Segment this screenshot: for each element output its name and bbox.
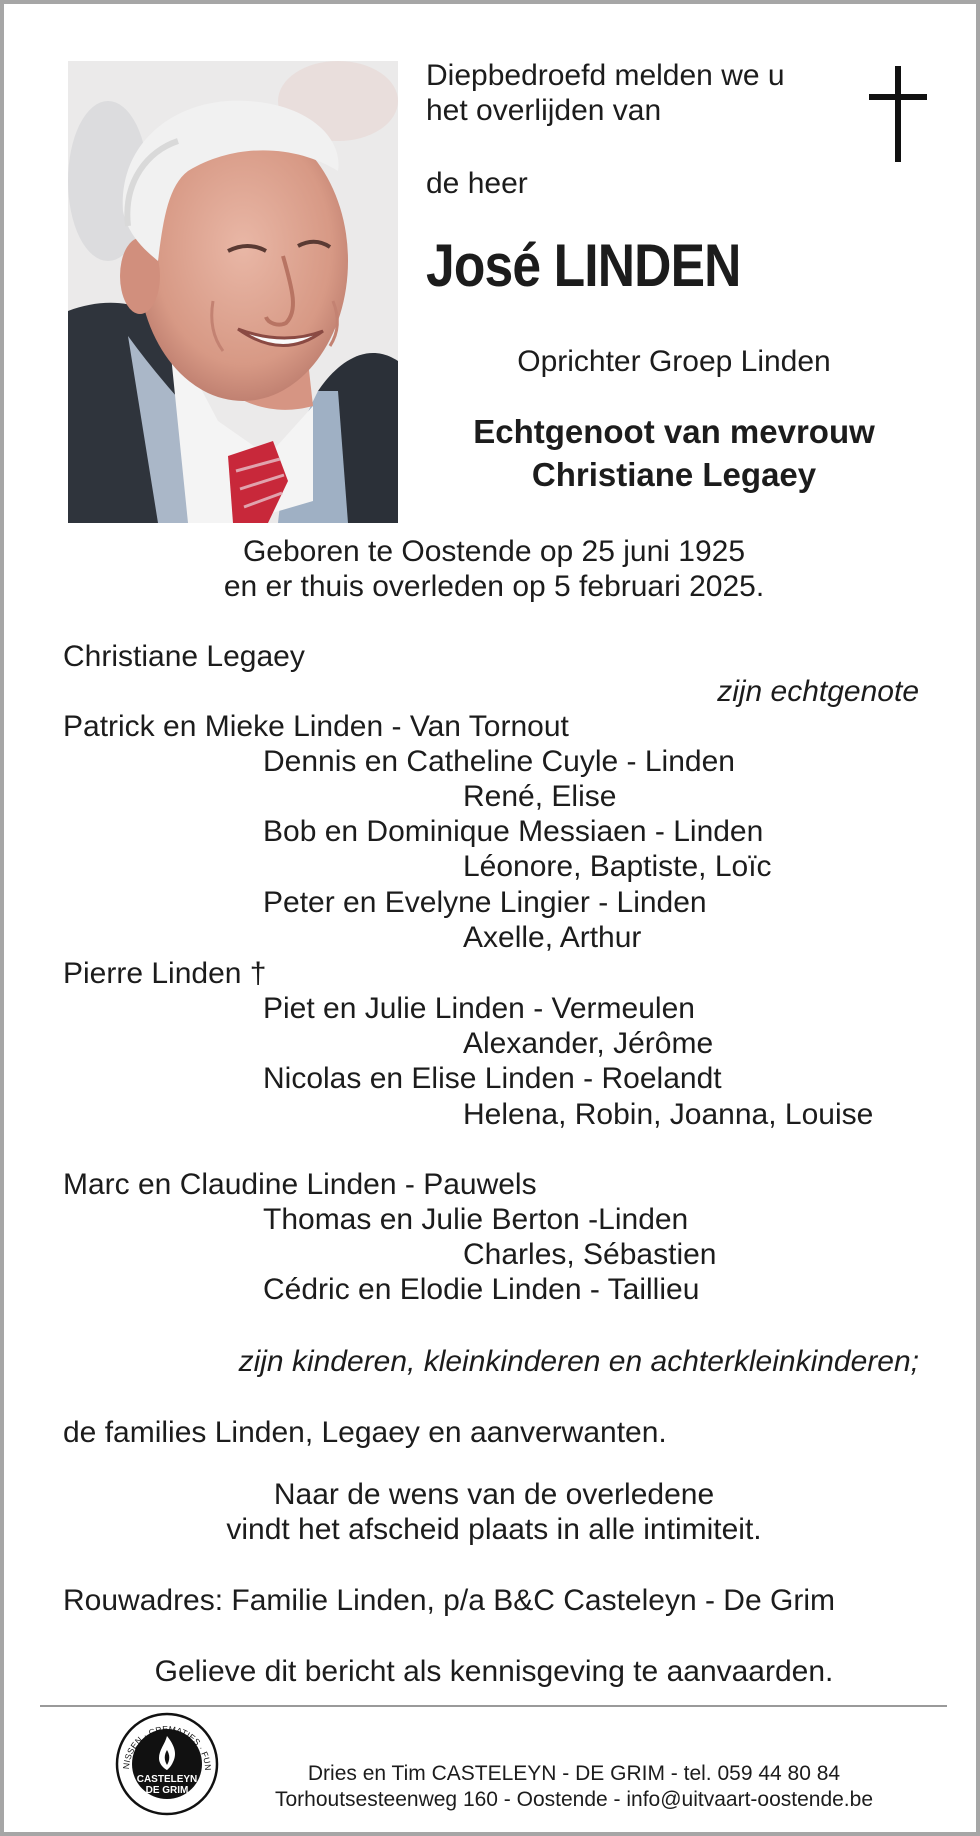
footer-line-2: Torhoutsesteenweg 160 - Oostende - info@uitvaart-oostende.be: [274, 1788, 874, 1811]
spouse-line-1: Echtgenoot van mevrouw: [473, 413, 875, 450]
family-line: Dennis en Catheline Cuyle - Linden: [263, 745, 735, 778]
family-line: Bob en Dominique Messiaen - Linden: [263, 815, 764, 848]
family-line: Nicolas en Elise Linden - Roelandt: [263, 1062, 722, 1095]
birth-line-1: Geboren te Oostende op 25 juni 1925: [242, 535, 746, 568]
portrait-photo: [68, 61, 398, 523]
mourning-address: Rouwadres: Familie Linden, p/a B&C Casteleyn - De Grim: [63, 1584, 835, 1617]
divider: [40, 1705, 947, 1707]
family-line: René, Elise: [463, 780, 617, 813]
family-line: Léonore, Baptiste, Loïc: [463, 850, 772, 883]
spouse-name: Christiane Legaey: [63, 640, 305, 673]
spouse-role: zijn echtgenote: [717, 675, 919, 708]
family-line: Patrick en Mieke Linden - Van Tornout: [63, 710, 569, 743]
families-line: de families Linden, Legaey en aanverwanten.: [63, 1416, 667, 1449]
family-line: Helena, Robin, Joanna, Louise: [463, 1098, 874, 1131]
family-line: Marc en Claudine Linden - Pauwels: [63, 1168, 537, 1201]
family-line: Peter en Evelyne Lingier - Linden: [263, 886, 707, 919]
portrait-image: [68, 61, 398, 523]
logo-name-line-1: CASTELEYN: [136, 1774, 198, 1785]
logo-arc-text: NISSEN · CREMATIES · FUN: [120, 1723, 214, 1771]
wish-line-1: Naar de wens van de overledene: [273, 1478, 715, 1511]
intro-line-1: Diepbedroefd melden we u: [426, 59, 785, 92]
intro-line-2: het overlijden van: [426, 94, 662, 127]
wish-line-2: vindt het afscheid plaats in alle intimiteit.: [226, 1513, 762, 1546]
birth-line-2: en er thuis overleden op 5 februari 2025.: [223, 570, 765, 603]
deceased-title: Oprichter Groep Linden: [517, 345, 831, 378]
logo-name-line-2: DE GRIM: [145, 1785, 189, 1796]
deceased-name: José LINDEN: [426, 232, 741, 299]
family-line: Thomas en Julie Berton -Linden: [263, 1203, 689, 1236]
spouse-line-2: Christiane Legaey: [531, 456, 817, 493]
family-line: Piet en Julie Linden - Vermeulen: [263, 992, 695, 1025]
salutation: de heer: [426, 167, 528, 200]
footer-line-1: Dries en Tim CASTELEYN - DE GRIM - tel. 059 44 80 84: [307, 1762, 841, 1785]
funeral-home-logo: [115, 1712, 219, 1816]
family-line: Alexander, Jérôme: [463, 1027, 714, 1060]
children-role: zijn kinderen, kleinkinderen en achterkleinkinderen;: [238, 1345, 919, 1378]
family-line: Axelle, Arthur: [463, 921, 642, 954]
family-line: Charles, Sébastien: [463, 1238, 717, 1271]
latin-cross-icon: [869, 66, 927, 162]
family-line: Cédric en Elodie Linden - Taillieu: [263, 1273, 700, 1306]
family-line: Pierre Linden †: [63, 957, 267, 990]
notice-line: Gelieve dit bericht als kennisgeving te aanvaarden.: [154, 1655, 834, 1688]
